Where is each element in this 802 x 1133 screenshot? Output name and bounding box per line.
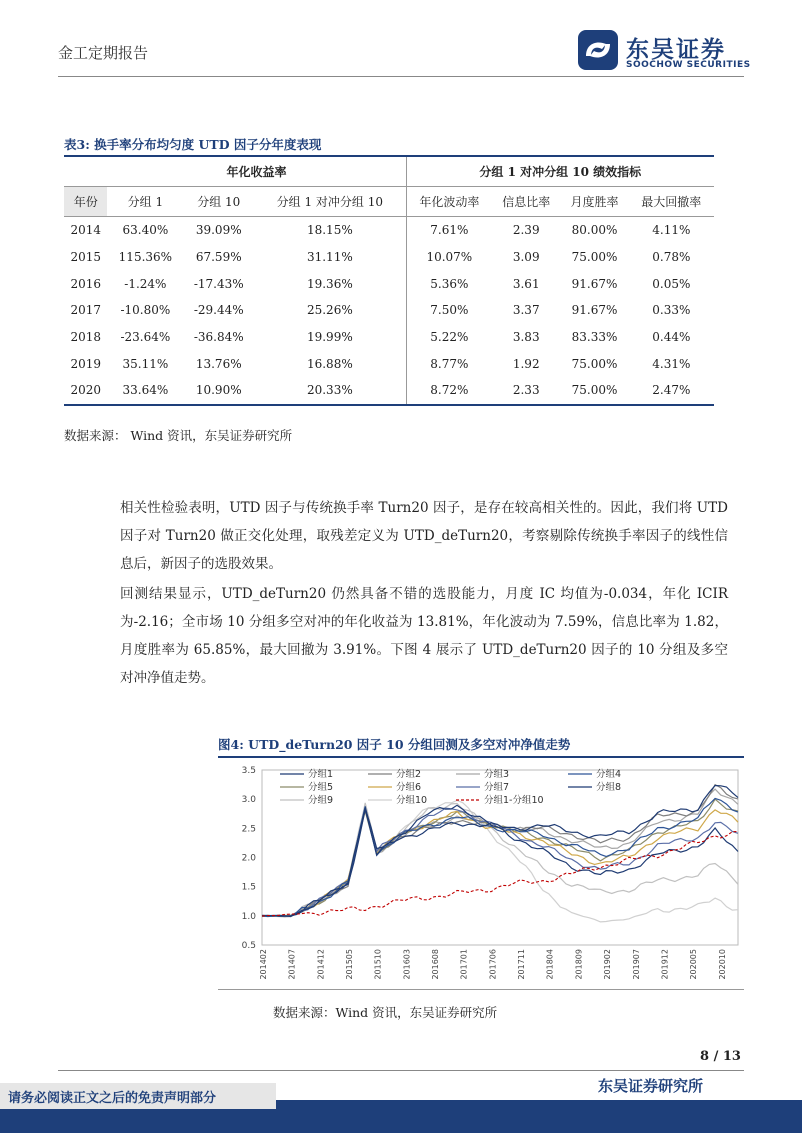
col-header: 最大回撤率 [629,187,714,217]
page-number: 8 / 13 [700,1049,741,1064]
col-header: 分组 1 对冲分组 10 [254,187,406,217]
cell: 3.83 [512,330,540,345]
disclaimer-notice: 请务必阅读正文之后的免责声明部分 [8,1091,217,1106]
y-tick-label: 3.5 [241,766,256,776]
table-source: 数据来源： Wind 资讯，东吴证券研究所 [64,428,293,443]
legend-label: 分组1-分组10 [484,795,544,806]
col-header: 年份 [64,187,107,217]
col-header: 年化波动率 [406,187,492,217]
cell: 115.36% [118,250,173,265]
x-tick-label: 202005 [689,949,699,980]
table-row [64,377,714,405]
figure-top-rule [218,756,744,758]
cell: 67.59% [195,250,242,265]
cell: 4.31% [652,356,691,371]
x-tick-label: 201701 [459,949,469,980]
x-tick-label: 201407 [287,949,297,980]
cell: 16.88% [306,356,353,371]
cell: 0.33% [652,303,691,318]
cell: 4.11% [652,223,691,238]
cell: 75.00% [571,356,618,371]
cell: 0.05% [652,276,691,291]
series-line [262,808,738,917]
x-tick-label: 201706 [488,949,498,980]
x-tick-label: 201907 [631,949,641,980]
cell: 2016 [70,276,101,291]
soochow-logo-icon [578,30,618,70]
legend-label: 分组6 [396,782,422,793]
x-tick-label: 201603 [402,949,412,980]
cell: 2.47% [629,377,714,405]
group-header-return: 年化收益率 [107,157,406,187]
cell: 19.99% [306,330,353,345]
legend-label: 分组2 [396,769,422,780]
x-tick-label: 202010 [717,949,727,980]
header-rule [58,76,744,77]
brand-name-cn: 东吴证券 [626,37,726,63]
legend-label: 分组1 [308,769,334,780]
legend-label: 分组5 [308,782,334,793]
cell: 5.22% [406,324,492,351]
table-row [64,244,714,271]
net-value-chart [218,760,744,988]
cell: 5.36% [406,270,492,297]
cell: 33.64% [107,377,183,405]
cell: 3.61 [512,276,540,291]
legend-label: 分组9 [308,795,334,806]
x-tick-label: 201912 [660,949,670,980]
x-tick-label: 201608 [431,949,441,980]
x-tick-label: 201902 [603,949,613,980]
series-line [262,805,738,916]
cell: 3.37 [512,303,540,318]
cell: 2014 [70,223,101,238]
table-corner [64,157,107,187]
series-line [262,801,738,922]
y-tick-label: 2.0 [241,853,256,864]
cell: 25.26% [306,303,353,318]
table-caption: 表3: 换手率分布均匀度 UTD 因子分年度表现 [64,137,322,152]
performance-table [64,157,714,406]
y-tick-label: 0.5 [241,941,256,951]
cell: 2017 [70,303,101,318]
cell: 8.77% [406,350,492,377]
cell: 19.36% [306,276,353,291]
col-header: 信息比率 [492,187,560,217]
table-row [64,297,714,324]
cell: 3.09 [512,250,540,265]
brand-name-en: SOOCHOW SECURITIES [626,60,751,70]
cell: 7.50% [406,297,492,324]
cell: 7.61% [406,217,492,244]
cell: -29.44% [193,303,244,318]
cell: 31.11% [306,250,353,265]
report-type-title: 金工定期报告 [58,44,149,62]
cell: 2.39 [512,223,540,238]
paragraph-backtest: 回测结果显示，UTD_deTurn20 仍然具备不错的选股能力，月度 IC 均值为-0.034，年化 ICIR 为-2.16；全市场 10 分组多空对冲的年化收益为 13.81%，年化波动为 7.59%，信息比率为 1.82，月度胜率为 65.85%，最大回撤为 3.91%。下图 4 展示了 UTD_deTurn20 因子的 10 分组及多空对冲净值走势。 [120,586,728,686]
cell: 83.33% [571,330,618,345]
cell: 18.15% [306,223,353,238]
cell: -10.80% [120,303,171,318]
paragraph-correlation: 相关性检验表明，UTD 因子与传统换手率 Turn20 因子，是存在较高相关性的。因此，我们将 UTD 因子对 Turn20 做正交化处理，取残差定义为 UTD_deTurn20，考察剔除传统换手率因子的线性信息后，新因子的选股效果。 [120,500,728,572]
cell: 2020 [64,377,107,405]
series-line [262,798,738,916]
col-header: 分组 10 [183,187,254,217]
footer-org: 东吴证券研究所 [598,1077,704,1095]
y-tick-label: 1.0 [241,911,256,922]
cell: 80.00% [571,223,618,238]
cell: 63.40% [122,223,169,238]
cell: 10.07% [406,244,492,271]
cell: -1.24% [124,276,167,291]
legend-label: 分组3 [484,769,510,780]
col-header: 月度胜率 [560,187,628,217]
legend-label: 分组4 [596,769,622,780]
cell: 2.33 [492,377,560,405]
table-row [64,270,714,297]
table-row [64,350,714,377]
cell: 13.76% [195,356,242,371]
series-line [262,799,738,916]
x-tick-label: 201804 [545,949,555,980]
cell: 91.67% [571,276,618,291]
cell: 75.00% [560,377,628,405]
y-tick-label: 1.5 [241,882,256,893]
legend-label: 分组8 [596,782,622,793]
cell: 39.09% [195,223,242,238]
cell: 8.72% [406,377,492,405]
cell: 35.11% [122,356,169,371]
table-row [64,324,714,351]
x-tick-label: 201809 [574,949,584,980]
cell: 1.92 [512,356,540,371]
cell: 2018 [70,330,101,345]
legend-label: 分组10 [396,795,428,806]
cell: 20.33% [254,377,406,405]
cell: -23.64% [120,330,171,345]
figure-bottom-rule [218,989,744,990]
figure-caption: 图4: UTD_deTurn20 因子 10 分组回测及多空对冲净值走势 [218,737,571,752]
cell: 2015 [70,250,101,265]
cell: 75.00% [571,250,618,265]
col-header: 分组 1 [107,187,183,217]
cell: -36.84% [193,330,244,345]
legend-label: 分组7 [484,782,510,793]
group-header-hedge: 分组 1 对冲分组 10 绩效指标 [406,157,714,187]
y-tick-label: 3.0 [241,795,256,806]
cell: 2019 [70,356,101,371]
cell: 10.90% [183,377,254,405]
y-tick-label: 2.5 [241,824,256,835]
x-tick-label: 201505 [345,949,355,980]
figure-source: 数据来源：Wind 资讯，东吴证券研究所 [273,1005,498,1020]
cell: 0.44% [652,330,691,345]
footer-rule [58,1070,744,1071]
x-tick-label: 201402 [259,949,268,980]
cell: -17.43% [193,276,244,291]
x-tick-label: 201412 [316,949,326,980]
x-tick-label: 201711 [517,949,527,980]
table-row [64,217,714,244]
x-tick-label: 201510 [373,949,383,980]
cell: 0.78% [652,250,691,265]
cell: 91.67% [571,303,618,318]
